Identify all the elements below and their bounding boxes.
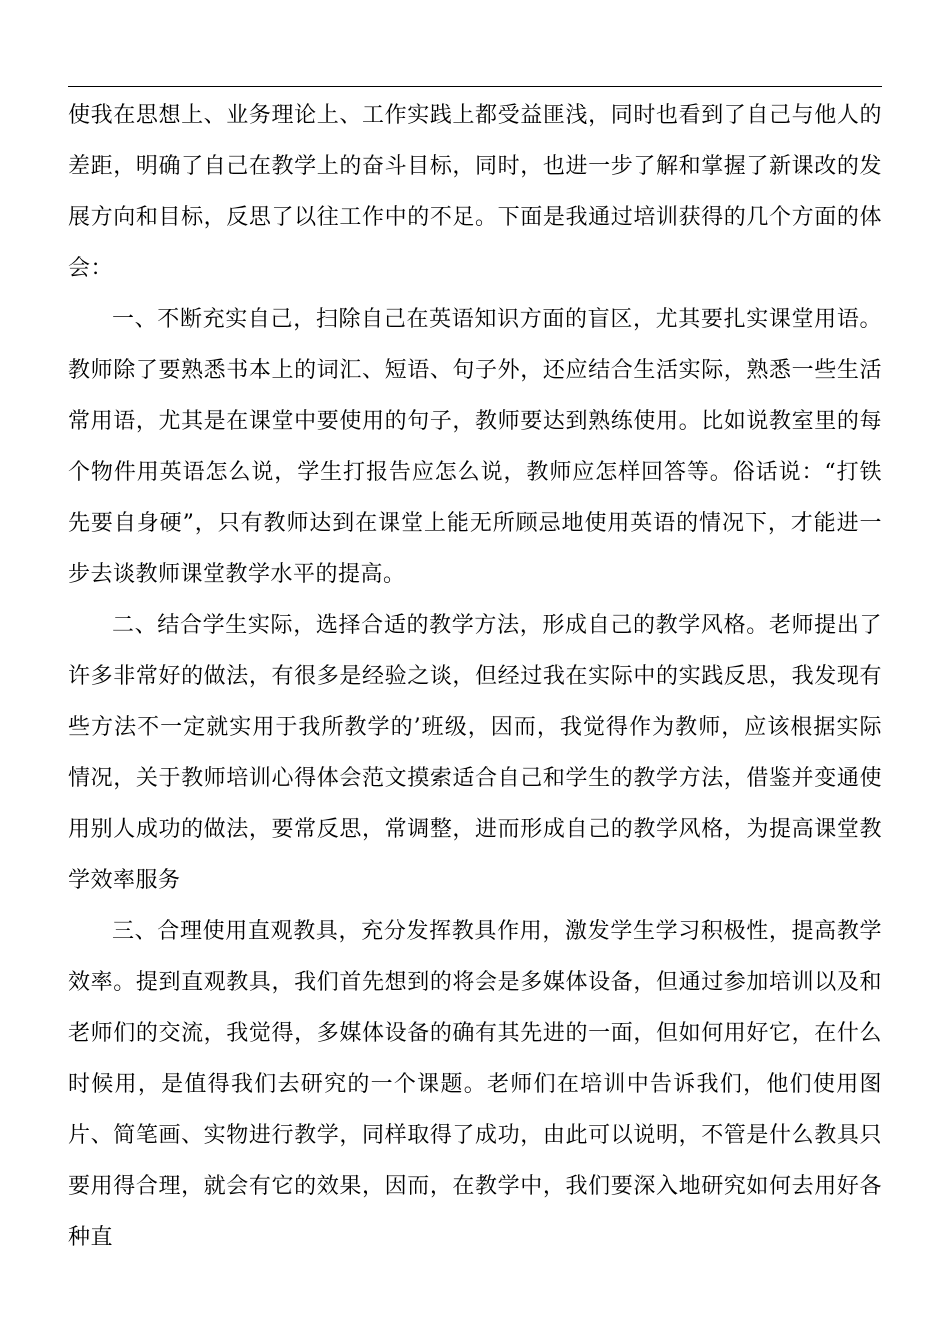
- paragraph-point-three: 三、合理使用直观教具，充分发挥教具作用，激发学生学习积极性，提高教学效率。提到直观教具，我们首先想到的将会是多媒体设备，但通过参加培训以及和老师们的交流，我觉得，多媒体设备的确有其先进的一面，但如何用好它，在什么时候用，是值得我们去研究的一个课题。老师们在培训中告诉我们，他们使用图片、简笔画、实物进行教学，同样取得了成功，由此可以说明，不管是什么教具只要用得合理，就会有它的效果，因而，在教学中，我们要深入地研究如何去用好各种直: [68, 919, 882, 1250]
- paragraph-point-two: 二、结合学生实际，选择合适的教学方法，形成自己的教学风格。老师提出了许多非常好的做法，有很多是经验之谈，但经过我在实际中的实践反思，我发现有些方法不一定就实用于我所教学的’班级，因而，我觉得作为教师，应该根据实际情况，关于教师培训心得体会范文摸索适合自己和学生的教学方法，借鉴并变通使用别人成功的做法，要常反思，常调整，进而形成自己的教学风格，为提高课堂教学效率服务: [68, 613, 882, 893]
- paragraph-point-one: 一、不断充实自己，扫除自己在英语知识方面的盲区，尤其要扎实课堂用语。教师除了要熟悉书本上的词汇、短语、句子外，还应结合生活实际，熟悉一些生活常用语，尤其是在课堂中要使用的句子，教师要达到熟练使用。比如说教室里的每个物件用英语怎么说，学生打报告应怎么说，教师应怎样回答等。俗话说：“打铁先要自身硬”，只有教师达到在课堂上能无所顾忌地使用英语的情况下，才能进一步去谈教师课堂教学水平的提高。: [68, 307, 882, 587]
- header-rule: [68, 86, 882, 87]
- paragraph-intro: 使我在思想上、业务理论上、工作实践上都受益匪浅，同时也看到了自己与他人的差距，明确了自己在教学上的奋斗目标，同时，也进一步了解和掌握了新课改的发展方向和目标，反思了以往工作中的不足。下面是我通过培训获得的几个方面的体会：: [68, 103, 882, 281]
- document-body: [68, 90, 882, 1263]
